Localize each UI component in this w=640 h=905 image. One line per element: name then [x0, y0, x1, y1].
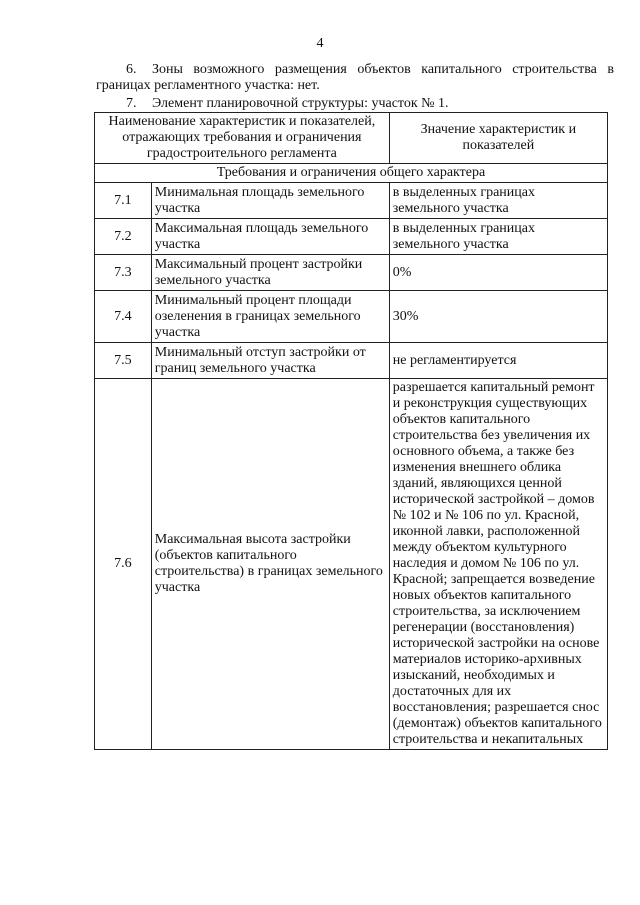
- table-row: [95, 379, 608, 750]
- row-value: в выделенных границах земельного участка: [389, 219, 607, 255]
- paragraph-6-number: 6.: [126, 62, 137, 77]
- row-name: Максимальная площадь земельного участка: [151, 219, 389, 255]
- table-row: [95, 255, 608, 291]
- row-name: Максимальный процент застройки земельного участка: [151, 255, 389, 291]
- row-value: 30%: [389, 291, 607, 343]
- row-name: Минимальный процент площади озеленения в границах земельного участка: [151, 291, 389, 343]
- section-row: [95, 164, 608, 183]
- paragraph-6: [96, 62, 614, 94]
- row-number: 7.5: [95, 343, 152, 379]
- row-number: 7.2: [95, 219, 152, 255]
- row-value: не регламентируется: [389, 343, 607, 379]
- table-row: [95, 343, 608, 379]
- row-number: 7.6: [95, 379, 152, 750]
- row-value: в выделенных границах земельного участка: [389, 183, 607, 219]
- row-name: Минимальная площадь земельного участка: [151, 183, 389, 219]
- row-value: 0%: [389, 255, 607, 291]
- row-number: 7.4: [95, 291, 152, 343]
- paragraph-7-text: Элемент планировочной структуры: участок № 1.: [152, 96, 449, 111]
- header-value-cell: Значение характеристик и показателей: [389, 113, 607, 164]
- row-value: разрешается капитальный ремонт и реконструкция существующих объектов капитального строительства без увеличения их основного объема, а также без изменения внешнего облика зданий, являющихся ценной исторической застройкой – домов № 102 и № 106 по ул. Красной, иконной лавки, расположенной между объектом культурного наследия и домом № 106 по ул. Красной; запрещается возведение новых объектов капитального строительства, за исключением регенерации (восстановления) исторической застройки на основе материалов историко-архивных изысканий, необходимых и достаточных для их восстановления; разрешается снос (демонтаж) объектов капитального строительства и некапитальных: [389, 379, 607, 750]
- section-title: Требования и ограничения общего характера: [95, 164, 608, 183]
- row-number: 7.1: [95, 183, 152, 219]
- table-row: [95, 291, 608, 343]
- row-name: Минимальный отступ застройки от границ земельного участка: [151, 343, 389, 379]
- row-number: 7.3: [95, 255, 152, 291]
- page-number: 4: [316, 36, 324, 51]
- table-row: [95, 219, 608, 255]
- paragraph-7: [96, 96, 614, 112]
- paragraph-7-number: 7.: [126, 96, 137, 111]
- row-name: Максимальная высота застройки (объектов капитального строительства) в границах земельного участка: [151, 379, 389, 750]
- regulation-table: [94, 112, 608, 750]
- header-name-cell: Наименование характеристик и показателей, отражающих требования и ограничения градостроительного регламента: [95, 113, 390, 164]
- paragraph-6-text: Зоны возможного размещения объектов капитального строительства в границах регламентного участка: нет.: [96, 62, 614, 93]
- table-row: [95, 183, 608, 219]
- table-header-row: [95, 113, 608, 164]
